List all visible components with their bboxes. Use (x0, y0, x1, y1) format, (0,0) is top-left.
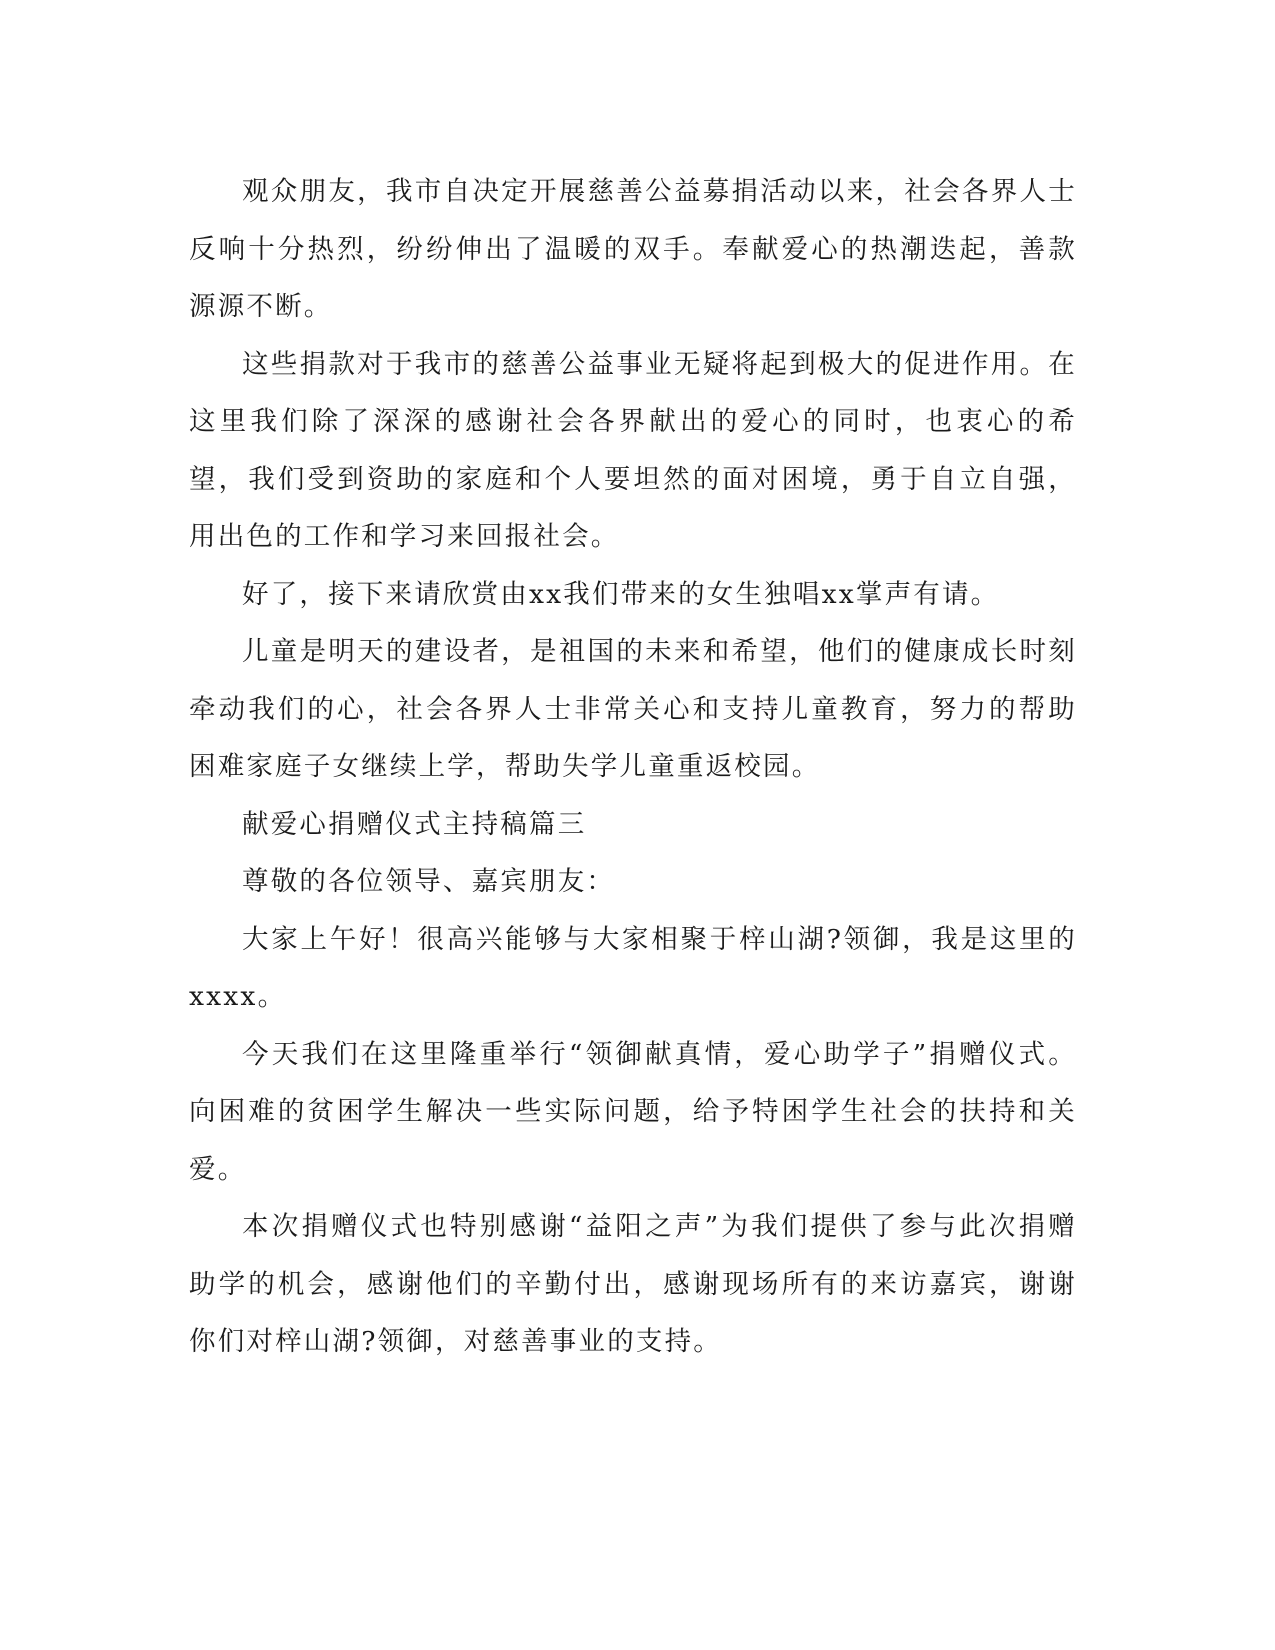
paragraph-1: 观众朋友，我市自决定开展慈善公益募捐活动以来，社会各界人士反响十分热烈，纷纷伸出了温暖的双手。奉献爱心的热潮迭起，善款源源不断。 (189, 176, 1077, 322)
paragraph-thanks: 本次捐赠仪式也特别感谢“益阳之声”为我们提供了参与此次捐赠助学的机会，感谢他们的辛勤付出，感谢现场所有的来访嘉宾，谢谢你们对梓山湖?领御，对慈善事业的支持。 (189, 1211, 1077, 1357)
paragraph-4: 儿童是明天的建设者，是祖国的未来和希望，他们的健康成长时刻牵动我们的心，社会各界人士非常关心和支持儿童教育，努力的帮助困难家庭子女继续上学，帮助失学儿童重返校园。 (189, 636, 1077, 782)
section-heading: 献爱心捐赠仪式主持稿篇三 (242, 808, 587, 840)
paragraph-ceremony: 今天我们在这里隆重举行“领御献真情，爱心助学子”捐赠仪式。向困难的贫困学生解决一些实际问题，给予特困学生社会的扶持和关爱。 (189, 1038, 1077, 1185)
paragraph-2: 这些捐款对于我市的慈善公益事业无疑将起到极大的促进作用。在这里我们除了深深的感谢社会各界献出的爱心的同时，也衷心的希望，我们受到资助的家庭和个人要坦然的面对困境，勇于自立自强，用出色的工作和学习来回报社会。 (189, 348, 1077, 552)
paragraph-greeting: 大家上午好！很高兴能够与大家相聚于梓山湖?领御，我是这里的xxxx。 (189, 923, 1077, 1012)
salutation: 尊敬的各位领导、嘉宾朋友： (242, 866, 616, 897)
document-body (189, 163, 1077, 1371)
paragraph-3: 好了，接下来请欣赏由xx我们带来的女生独唱xx掌声有请。 (242, 578, 1000, 610)
